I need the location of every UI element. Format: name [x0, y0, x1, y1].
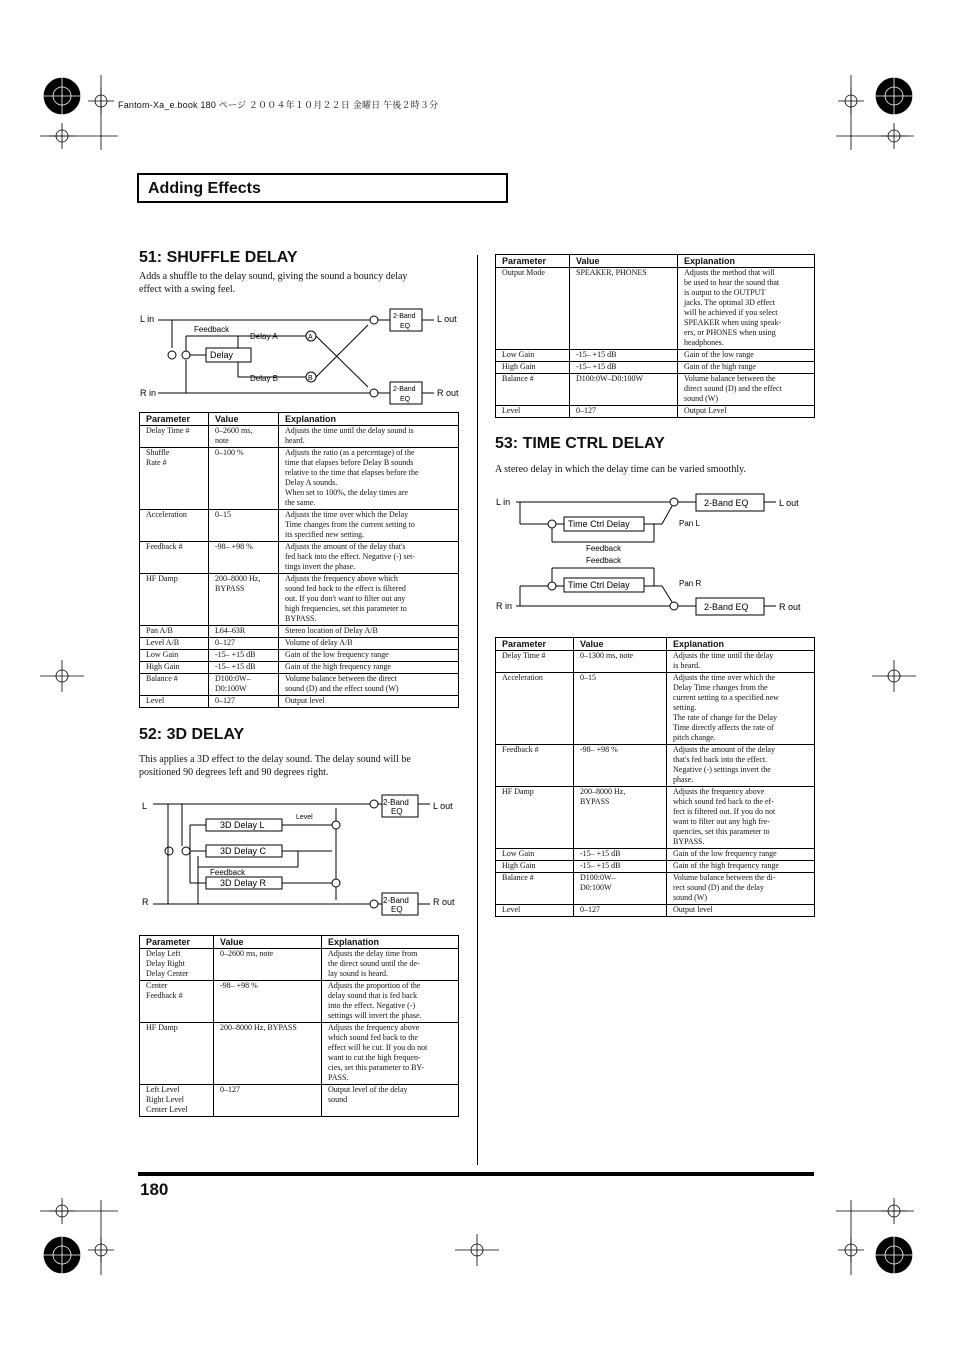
table-row	[496, 745, 815, 787]
table-header-row	[496, 255, 815, 268]
eq-top-label: 2-Band	[393, 313, 416, 320]
table-cell: Acceleration	[496, 673, 574, 745]
column-header: Parameter	[496, 255, 570, 268]
table-cell: Volume of delay A/B	[279, 638, 459, 650]
node-a: A	[308, 334, 313, 341]
l-in-label: L in	[496, 497, 511, 507]
3d-delay-l-label: 3D Delay L	[220, 820, 265, 830]
l-out-label: L out	[437, 314, 457, 324]
table-row	[140, 510, 459, 542]
table-row	[496, 673, 815, 745]
table-cell: Volume balance between the direct sound (D) and the effect sound (W)	[279, 674, 459, 696]
table-row	[496, 374, 815, 406]
table-cell: Delay Time #	[496, 651, 574, 673]
3d-delay-description	[139, 753, 469, 779]
column-header: Value	[214, 936, 322, 949]
eq-bot-label2: EQ	[391, 905, 403, 914]
table-cell: Stereo location of Delay A/B	[279, 626, 459, 638]
table-row	[140, 674, 459, 696]
r-out-label: R out	[437, 388, 459, 398]
table-cell: Output level of the delay sound	[322, 1085, 459, 1117]
column-header: Explanation	[678, 255, 815, 268]
table-cell: Left Level Right Level Center Level	[140, 1085, 214, 1117]
table-cell: Level	[496, 406, 570, 418]
table-cell: Gain of the high frequency range	[279, 662, 459, 674]
3d-delay-param-table	[139, 935, 459, 1117]
table-cell: -98– +98 %	[214, 981, 322, 1023]
table-header-row	[496, 638, 815, 651]
table-cell: Adjusts the frequency above which sound fed back to the effect is filtered out. If you don't want to filter out any high frequencies, set this parameter to BYPASS.	[279, 574, 459, 626]
feedback-label-1: Feedback	[586, 544, 622, 553]
pan-r-label: Pan R	[679, 579, 702, 588]
table-cell: Adjusts the delay time from the direct sound until the de- lay sound is heard.	[322, 949, 459, 981]
heading-shuffle-delay: 51: SHUFFLE DELAY	[139, 249, 298, 266]
table-cell: D100:0W–D0:100W	[570, 374, 678, 406]
table-cell: HF Damp	[496, 787, 574, 849]
table-cell: HF Damp	[140, 1023, 214, 1085]
file-header: Fantom-Xa_e.book 180 ページ ２００４年１０月２２日 金曜日 午後２時３分	[118, 100, 439, 110]
page-number: 180	[140, 1180, 169, 1199]
table-row	[140, 662, 459, 674]
time-ctrl-delay-description: A stereo delay in which the delay time can be varied smoothly.	[495, 464, 746, 475]
time-ctrl-delay-l-label: Time Ctrl Delay	[568, 519, 630, 529]
table-cell: -98– +98 %	[209, 542, 279, 574]
table-row	[496, 873, 815, 905]
table-cell: -98– +98 %	[574, 745, 667, 787]
eq-top-label: 2-Band EQ	[704, 498, 749, 508]
table-cell: Output Mode	[496, 268, 570, 350]
table-cell: Gain of the high range	[678, 362, 815, 374]
shuffle-delay-description	[139, 270, 469, 296]
table-row	[496, 350, 815, 362]
3d-delay-r-label: 3D Delay R	[220, 878, 267, 888]
table-cell: -15– +15 dB	[209, 650, 279, 662]
time-ctrl-delay-param-table	[495, 637, 815, 917]
table-cell: Adjusts the amount of the delay that's fed back into the effect. Negative (-) set- tings invert the phase.	[279, 542, 459, 574]
table-row	[140, 574, 459, 626]
r-label: R	[142, 897, 149, 907]
table-cell: Adjusts the method that will be used to hear the sound that is output to the OUTPUT jacks. The optimal 3D effect will be achieved if you select SPEAKER when using speak- ers, or PHONES when using headphones.	[678, 268, 815, 350]
table-cell: 200–8000 Hz, BYPASS	[209, 574, 279, 626]
time-ctrl-delay-r-label: Time Ctrl Delay	[568, 580, 630, 590]
table-cell: HF Damp	[140, 574, 209, 626]
column-header: Explanation	[322, 936, 459, 949]
column-header: Explanation	[279, 413, 459, 426]
footer-rule	[138, 1172, 814, 1176]
3d-delay-c-label: 3D Delay C	[220, 846, 267, 856]
table-cell: Gain of the low range	[678, 350, 815, 362]
table-cell: Feedback #	[496, 745, 574, 787]
table-row	[496, 406, 815, 418]
table-cell: 0–15	[209, 510, 279, 542]
table-cell: Feedback #	[140, 542, 209, 574]
table-cell: Adjusts the time over which the Delay Time changes from the current setting to its specified new setting.	[279, 510, 459, 542]
table-cell: 0–15	[574, 673, 667, 745]
l-in-label: L in	[140, 314, 155, 324]
node-b: B	[308, 375, 313, 382]
column-header: Parameter	[140, 413, 209, 426]
l-out-label: L out	[779, 498, 799, 508]
table-row	[496, 861, 815, 873]
desc-line: Adds a shuffle to the delay sound, giving the sound a bouncy delay	[139, 271, 408, 282]
table-cell: High Gain	[496, 362, 570, 374]
table-cell: SPEAKER, PHONES	[570, 268, 678, 350]
table-cell: Level	[496, 905, 574, 917]
table-row	[140, 542, 459, 574]
table-cell: 0–100 %	[209, 448, 279, 510]
table-cell: 200–8000 Hz, BYPASS	[574, 787, 667, 849]
table-cell: 0–127	[574, 905, 667, 917]
table-cell: Balance #	[496, 374, 570, 406]
table-cell: Balance #	[140, 674, 209, 696]
desc-line: This applies a 3D effect to the delay sound. The delay sound will be	[139, 754, 411, 765]
table-cell: Level	[140, 696, 209, 708]
r-out-label: R out	[779, 602, 801, 612]
3d-delay-param-table-cont	[495, 254, 815, 418]
table-cell: 200–8000 Hz, BYPASS	[214, 1023, 322, 1085]
table-cell: -15– +15 dB	[209, 662, 279, 674]
table-row	[496, 268, 815, 350]
table-cell: 0–127	[570, 406, 678, 418]
table-row	[496, 849, 815, 861]
table-cell: Volume balance between the di- rect sound (D) and the delay sound (W)	[667, 873, 815, 905]
table-row	[496, 787, 815, 849]
column-header: Value	[574, 638, 667, 651]
l-label: L	[142, 801, 148, 811]
table-header-row	[140, 936, 459, 949]
table-cell: 0–2600 ms, note	[209, 426, 279, 448]
table-cell: Gain of the low frequency range	[279, 650, 459, 662]
table-cell: -15– +15 dB	[574, 849, 667, 861]
table-cell: Low Gain	[496, 849, 574, 861]
table-cell: Gain of the low frequency range	[667, 849, 815, 861]
table-cell: 0–127	[209, 696, 279, 708]
delay-b-label: Delay B	[250, 374, 279, 383]
table-row	[140, 696, 459, 708]
table-cell: Delay Time #	[140, 426, 209, 448]
feedback-label: Feedback	[194, 325, 230, 334]
eq-bot-label: 2-Band	[393, 386, 416, 393]
table-cell: 0–127	[214, 1085, 322, 1117]
table-row	[140, 448, 459, 510]
table-cell: 0–127	[209, 638, 279, 650]
column-divider	[477, 255, 478, 1165]
shuffle-delay-param-table	[139, 412, 459, 708]
column-header: Parameter	[140, 936, 214, 949]
table-row	[496, 362, 815, 374]
time-ctrl-delay-diagram	[494, 490, 824, 620]
table-cell: Acceleration	[140, 510, 209, 542]
table-cell: L64–63R	[209, 626, 279, 638]
table-cell: Adjusts the time until the delay sound is heard.	[279, 426, 459, 448]
table-row	[140, 650, 459, 662]
table-cell: Adjusts the amount of the delay that's fed back into the effect. Negative (-) settings invert the phase.	[667, 745, 815, 787]
feedback-label-2: Feedback	[586, 556, 622, 565]
table-cell: Low Gain	[140, 650, 209, 662]
table-cell: Level A/B	[140, 638, 209, 650]
table-header-row	[140, 413, 459, 426]
table-cell: Volume balance between the direct sound (D) and the effect sound (W)	[678, 374, 815, 406]
section-banner	[137, 173, 508, 203]
table-cell: -15– +15 dB	[570, 350, 678, 362]
section-title: Adding Effects	[148, 180, 261, 197]
table-cell: High Gain	[140, 662, 209, 674]
eq-top-label2: EQ	[391, 807, 403, 816]
table-row	[140, 1023, 459, 1085]
table-cell: Adjusts the frequency above which sound fed back to the ef- fect is filtered out. If you do not want to filter out any high fre- quencies, set this parameter to BYPASS.	[667, 787, 815, 849]
r-out-label: R out	[433, 897, 455, 907]
3d-delay-diagram	[138, 792, 468, 917]
r-in-label: R in	[496, 601, 513, 611]
table-row	[496, 905, 815, 917]
eq-bot-label2: EQ	[400, 396, 411, 403]
table-row	[140, 981, 459, 1023]
eq-top-label2: EQ	[400, 323, 411, 330]
l-out-label: L out	[433, 801, 453, 811]
delay-block-label: Delay	[210, 350, 234, 360]
feedback-label: Feedback	[210, 868, 246, 877]
table-cell: D100:0W– D0:100W	[209, 674, 279, 696]
column-header: Parameter	[496, 638, 574, 651]
table-cell: Adjusts the proportion of the delay sound that is fed back into the effect. Negative (-) settings will invert the phase.	[322, 981, 459, 1023]
table-cell: Adjusts the time over which the Delay Time changes from the current setting to a specified new setting. The rate of change for the Delay Time directly affects the rate of pitch change.	[667, 673, 815, 745]
eq-bot-label: 2-Band EQ	[704, 602, 749, 612]
table-cell: Output level	[667, 905, 815, 917]
table-cell: Adjusts the ratio (as a percentage) of the time that elapses before Delay B sounds relative to the time that elapses before the Delay A sounds. When set to 100%, the delay times are the same.	[279, 448, 459, 510]
level-label: Level	[296, 814, 313, 821]
eq-top-label: 2-Band	[383, 798, 409, 807]
r-in-label: R in	[140, 388, 157, 398]
table-cell: -15– +15 dB	[574, 861, 667, 873]
table-cell: Balance #	[496, 873, 574, 905]
table-row	[140, 949, 459, 981]
table-cell: Output Level	[678, 406, 815, 418]
table-cell: Gain of the high frequency range	[667, 861, 815, 873]
table-cell: Center Feedback #	[140, 981, 214, 1023]
column-header: Explanation	[667, 638, 815, 651]
desc-line: effect with a swing feel.	[139, 284, 236, 295]
table-cell: Adjusts the frequency above which sound fed back to the effect will be cut. If you do not want to cut the high frequen- cies, set this parameter to BY- PASS.	[322, 1023, 459, 1085]
shuffle-delay-diagram	[138, 305, 468, 405]
heading-3d-delay: 52: 3D DELAY	[139, 726, 245, 743]
table-cell: High Gain	[496, 861, 574, 873]
heading-time-ctrl-delay: 53: TIME CTRL DELAY	[495, 435, 665, 452]
table-cell: Pan A/B	[140, 626, 209, 638]
table-row	[496, 651, 815, 673]
table-cell: Adjusts the time until the delay is heard.	[667, 651, 815, 673]
column-header: Value	[570, 255, 678, 268]
eq-bot-label: 2-Band	[383, 896, 409, 905]
table-cell: Shuffle Rate #	[140, 448, 209, 510]
table-cell: -15– +15 dB	[570, 362, 678, 374]
delay-a-label: Delay A	[250, 332, 278, 341]
table-row	[140, 626, 459, 638]
table-row	[140, 638, 459, 650]
table-cell: 0–1300 ms, note	[574, 651, 667, 673]
table-cell: 0–2600 ms, note	[214, 949, 322, 981]
column-header: Value	[209, 413, 279, 426]
table-cell: Low Gain	[496, 350, 570, 362]
table-row	[140, 426, 459, 448]
pan-l-label: Pan L	[679, 519, 700, 528]
table-cell: Delay Left Delay Right Delay Center	[140, 949, 214, 981]
table-cell: D100:0W– D0:100W	[574, 873, 667, 905]
table-row	[140, 1085, 459, 1117]
desc-line: positioned 90 degrees left and 90 degrees right.	[139, 767, 329, 778]
table-cell: Output level	[279, 696, 459, 708]
